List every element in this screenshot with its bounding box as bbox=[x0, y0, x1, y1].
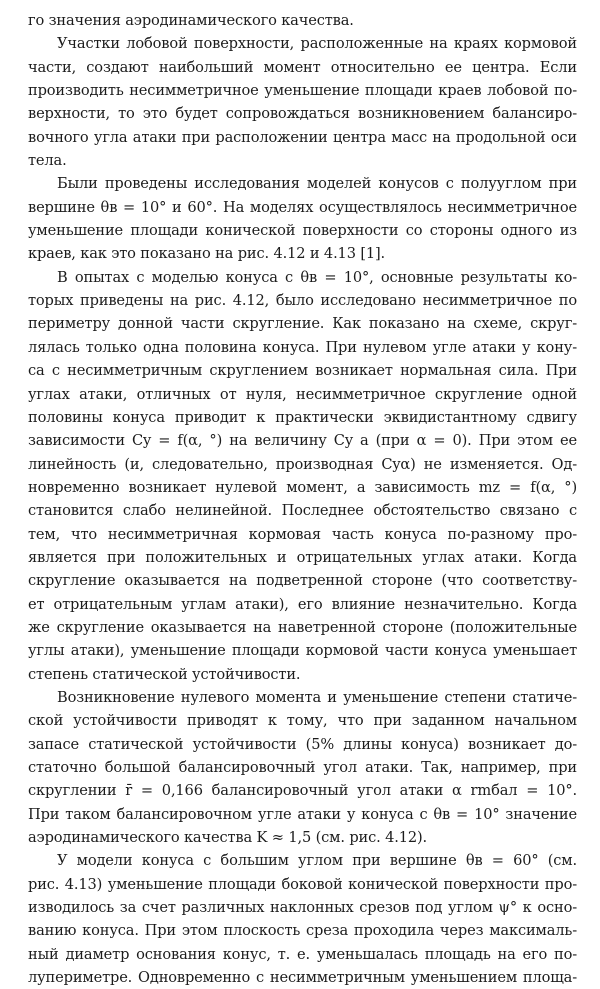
text-line: тем, что несимметричная кормовая часть конуса по-разному про- bbox=[28, 525, 577, 543]
paragraph-1 bbox=[28, 9, 577, 32]
paragraph-4 bbox=[28, 266, 577, 686]
text-line: торых приведены на рис. 4.12, было исследовано несимметричное по bbox=[28, 292, 577, 310]
text-line: Возникновение нулевого момента и уменьшение степени статиче- bbox=[57, 688, 577, 706]
text-line: новременно возникает нулевой момент, а зависимость mz = f(α, °) bbox=[28, 478, 577, 496]
text-line: степень статической устойчивости. bbox=[28, 665, 301, 683]
text-line: Были проведены исследования моделей конусов с полууглом при bbox=[57, 175, 577, 193]
text-line: изводилось за счет различных наклонных срезов под углом ψ° к осно- bbox=[28, 899, 577, 917]
text-line: же скругление оказывается на наветренной стороне (положительные bbox=[28, 618, 577, 636]
paragraph-5 bbox=[28, 686, 577, 849]
text-line: части, создают наибольший момент относительно ее центра. Если bbox=[28, 58, 577, 76]
text-line: ской устойчивости приводят к тому, что при заданном начальном bbox=[28, 712, 577, 730]
text-line: При таком балансировочном угле атаки у конуса с θв = 10° значение bbox=[28, 805, 577, 823]
text-line: является при положительных и отрицательных углах атаки. Когда bbox=[28, 548, 577, 566]
paragraph-2 bbox=[28, 32, 577, 172]
text-line: В опытах с моделью конуса с θв = 10°, основные результаты ко- bbox=[57, 268, 577, 286]
text-line: ванию конуса. При этом плоскость среза проходила через максималь- bbox=[28, 922, 577, 940]
text-line: статочно большой балансировочный угол атаки. Так, например, при bbox=[28, 759, 577, 776]
text-line: периметру донной части скругление. Как показано на схеме, скруг- bbox=[28, 315, 577, 333]
text-line: производить несимметричное уменьшение площади краев лобовой по- bbox=[28, 82, 577, 100]
text-line: тела. bbox=[28, 152, 67, 170]
text-line: углы атаки), уменьшение площади кормовой части конуса уменьшает bbox=[28, 642, 577, 660]
text-line: са с несимметричным скруглением возникает нормальная сила. При bbox=[28, 362, 577, 380]
text-line: рис. 4.13) уменьшение площади боковой конической поверхности про- bbox=[28, 875, 577, 893]
text-line: запасе статической устойчивости (5% длины конуса) возникает до- bbox=[28, 735, 577, 753]
text-line: становится слабо нелинейной. Последнее обстоятельство связано с bbox=[28, 502, 577, 520]
text-line: лялась только одна половина конуса. При нулевом угле атаки у кону- bbox=[28, 338, 577, 356]
text-line: го значения аэродинамического качества. bbox=[28, 12, 354, 29]
text-line: ный диаметр основания конус, т. е. уменьшалась площадь на его по- bbox=[28, 945, 577, 963]
text-line: вочного угла атаки при расположении центра масс на продольной оси bbox=[28, 128, 577, 146]
text-line: углах атаки, отличных от нуля, несимметричное скругление одной bbox=[28, 385, 577, 403]
text-line: Участки лобовой поверхности, расположенные на краях кормовой bbox=[57, 35, 577, 53]
text-line: лупериметре. Одновременно с несимметричным уменьшением площа- bbox=[28, 969, 577, 987]
text-line: уменьшение площади конической поверхности со стороны одного из bbox=[28, 222, 577, 240]
text-line: скругление оказывается на подветренной стороне (что соответству- bbox=[28, 572, 577, 590]
text-line: У модели конуса с большим углом при вершине θв = 60° (см. bbox=[57, 852, 577, 870]
text-line: линейность (и, следовательно, производная Cyα) не изменяется. Од- bbox=[28, 455, 577, 473]
text-line: аэродинамического качества K ≈ 1,5 (см. рис. 4.12). bbox=[28, 829, 428, 847]
paragraph-6 bbox=[28, 849, 577, 989]
text-line: краев, как это показано на рис. 4.12 и 4.13 [1]. bbox=[28, 245, 386, 263]
text-line: ет отрицательным углам атаки), его влияние незначительно. Когда bbox=[28, 595, 577, 613]
paragraph-3 bbox=[28, 172, 577, 265]
text-line: половины конуса приводит к практически эквидистантному сдвигу bbox=[28, 408, 577, 426]
text-line: скруглении r̄ = 0,166 балансировочный угол атаки α rmбал = 10°. bbox=[28, 782, 577, 800]
text-line: зависимости Cy = f(α, °) на величину Cy a (при α = 0). При этом ее bbox=[28, 432, 577, 450]
document-page bbox=[28, 9, 577, 989]
text-line: вершине θв = 10° и 60°. На моделях осуществлялось несимметричное bbox=[28, 198, 577, 216]
text-line: верхности, то это будет сопровождаться возникновением балансиро- bbox=[28, 105, 577, 123]
